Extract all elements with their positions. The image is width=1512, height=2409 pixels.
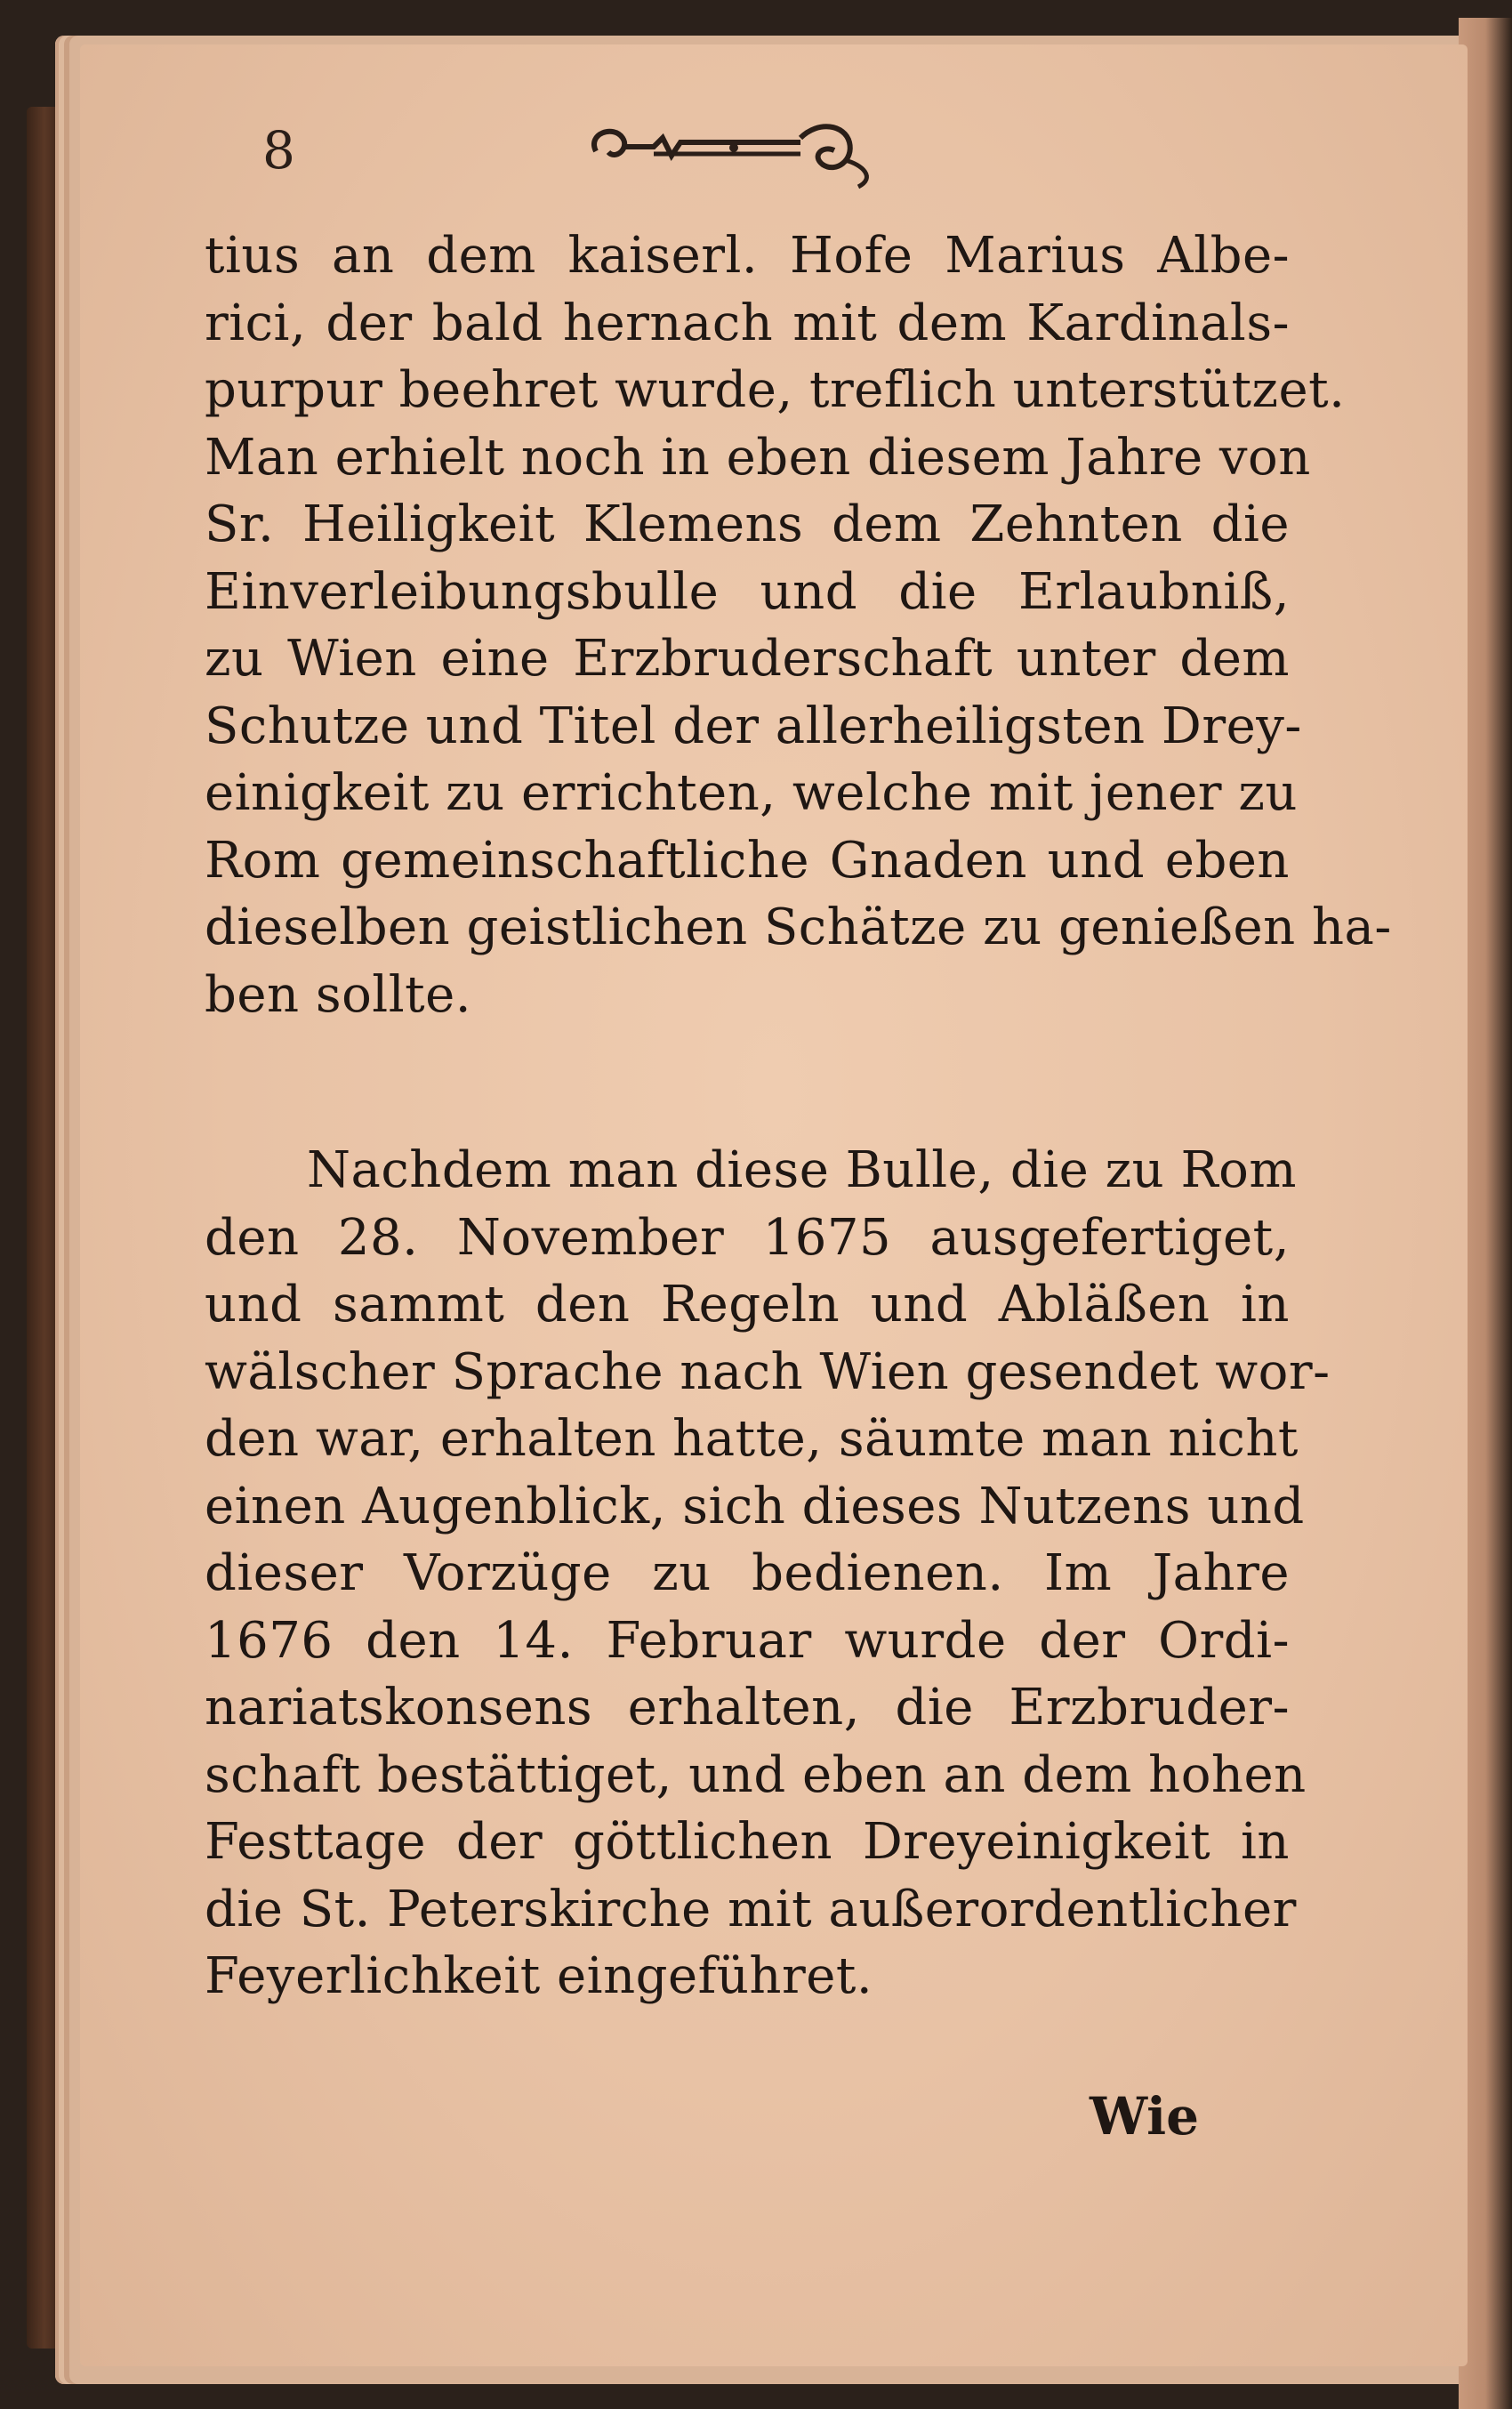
text-line: 1676 den 14. Februar wurde der Ordi-: [205, 1611, 1290, 1670]
text-line: Nachdem man diese Bulle, die zu Rom: [307, 1141, 1297, 1199]
text-line: den war, erhalten hatte, säumte man nicht: [205, 1410, 1299, 1468]
text-line: wälscher Sprache nach Wien gesendet wor-: [205, 1342, 1331, 1401]
text-line: Einverleibungsbulle und die Erlaubniß,: [205, 562, 1290, 621]
text-line: zu Wien eine Erzbruderschaft unter dem: [205, 630, 1290, 688]
text-line: ben sollte.: [205, 965, 472, 1024]
text-line: Sr. Heiligkeit Klemens dem Zehnten die: [205, 495, 1290, 553]
text-line: Schutze und Titel der allerheiligsten Drey-: [205, 697, 1302, 755]
page-number: 8: [262, 120, 295, 181]
text-line: purpur beehret wurde, treflich unterstützet.: [205, 361, 1346, 419]
text-line: die St. Peterskirche mit außerordentlicher: [205, 1880, 1297, 1938]
text-line: tius an dem kaiserl. Hofe Marius Albe-: [205, 227, 1290, 285]
text-line: Rom gemeinschaftliche Gnaden und eben: [205, 831, 1290, 890]
text-line: einen Augenblick, sich dieses Nutzens und: [205, 1477, 1305, 1535]
text-line: Feyerlichkeit eingeführet.: [205, 1947, 873, 2005]
body-text: [205, 222, 1392, 2010]
paragraph-1: [205, 222, 1392, 1028]
text-line: den 28. November 1675 ausgefertiget,: [205, 1208, 1290, 1267]
text-line: einigkeit zu errichten, welche mit jener zu: [205, 764, 1298, 822]
paragraph-gap: [205, 1028, 1290, 1137]
text-line: Man erhielt noch in eben diesem Jahre von: [205, 428, 1311, 487]
printer-ornament-icon: [578, 111, 898, 191]
text-line: dieser Vorzüge zu bedienen. Im Jahre: [205, 1544, 1290, 1602]
text-line: nariatskonsens erhalten, die Erzbruder-: [205, 1679, 1290, 1736]
catchword: Wie: [1090, 2086, 1200, 2147]
text-line: schaft bestättiget, und eben an dem hohen: [205, 1745, 1307, 1804]
text-line: Festtage der göttlichen Dreyeinigkeit in: [205, 1813, 1290, 1871]
text-line: rici, der bald hernach mit dem Kardinals-: [205, 294, 1290, 352]
paragraph-2: [205, 1137, 1331, 2010]
text-line: und sammt den Regeln und Abläßen in: [205, 1276, 1290, 1333]
text-line: dieselben geistlichen Schätze zu genießen ha-: [205, 898, 1392, 956]
